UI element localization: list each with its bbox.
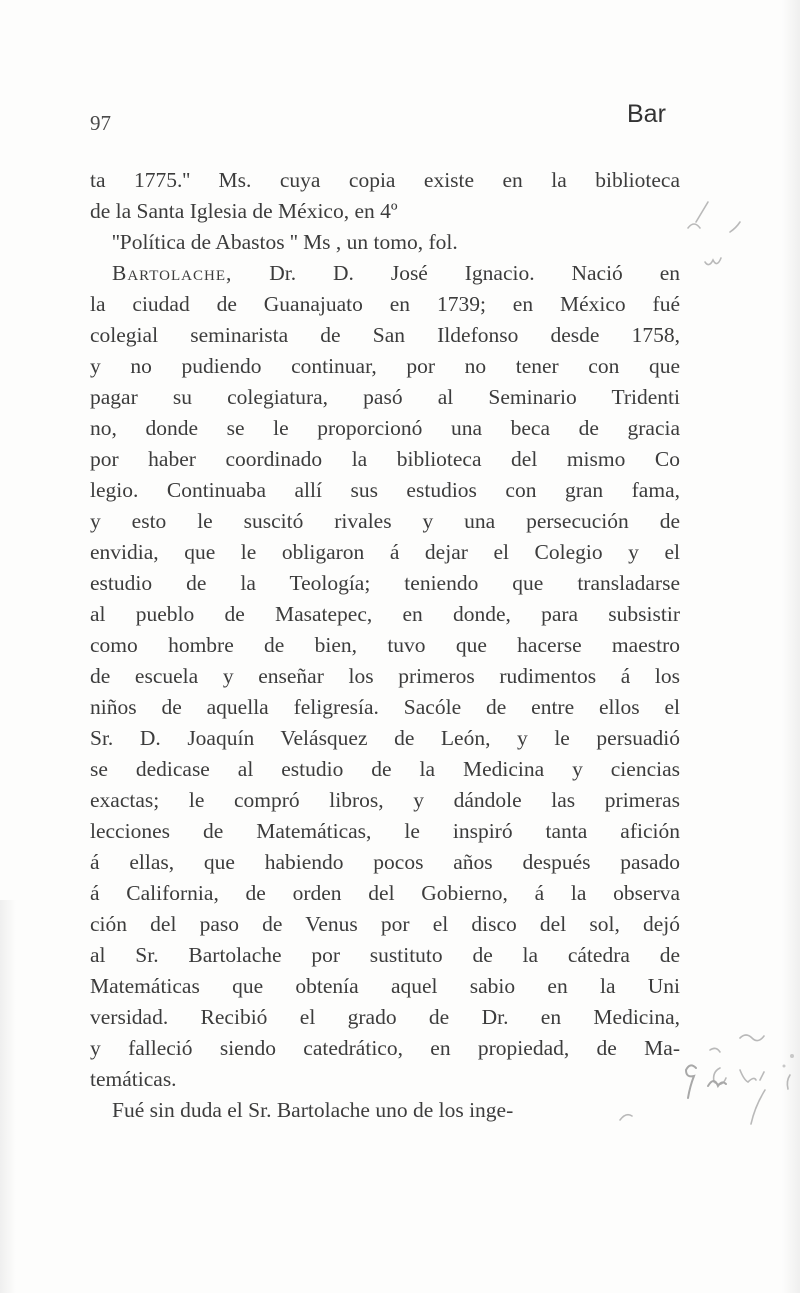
text-line: Sr. D. Joaquín Velásquez de León, y le persuadió (90, 726, 680, 750)
entry-heading-line (90, 258, 680, 289)
text-line: pagar su colegiatura, pasó al Seminario Tridenti (90, 385, 680, 409)
text-line: versidad. Recibió el grado de Dr. en Medicina, (90, 1005, 680, 1029)
text-line: por haber coordinado la biblioteca del mismo Co (90, 447, 680, 471)
text-line: ''Política de Abastos '' Ms , un tomo, fol. (112, 230, 458, 254)
page-edge-shadow (782, 0, 800, 1293)
pencil-tick-mark (710, 1048, 720, 1052)
text-line: estudio de la Teología; teniendo que transladarse (90, 571, 680, 595)
text-line: legio. Continuaba allí sus estudios con gran fama, (90, 478, 680, 502)
text-line: y no pudiendo continuar, por no tener con que (90, 354, 680, 378)
text-line: se dedicase al estudio de la Medicina y ciencias (90, 757, 680, 781)
entry-heading-rest: Dr. D. José Ignacio. Nació en (269, 261, 680, 285)
body-text (90, 165, 680, 1126)
text-line: Fué sin duda el Sr. Bartolache uno de los inge- (112, 1098, 514, 1122)
text-line: colegial seminarista de San Ildefonso desde 1758, (90, 323, 680, 347)
pencil-scribble (740, 1035, 764, 1041)
text-line: á California, de orden del Gobierno, á la observa (90, 881, 680, 905)
text-line: Matemáticas que obtenía aquel sabio en la Uni (90, 974, 680, 998)
text-line: ta 1775.'' Ms. cuya copia existe en la biblioteca (90, 168, 680, 192)
text-line: al Sr. Bartolache por sustituto de la cátedra de (90, 943, 680, 967)
text-line: como hombre de bien, tuvo que hacerse maestro (90, 633, 680, 657)
text-line: envidia, que le obligaron á dejar el Colegio y el (90, 540, 680, 564)
text-line: á ellas, que habiendo pocos años después pasado (90, 850, 680, 874)
pencil-tick-mark (688, 224, 700, 228)
text-line: y esto le suscitó rivales y una persecución de (90, 509, 680, 533)
text-line: exactas; le compró libros, y dándole las primeras (90, 788, 680, 812)
pencil-tick-mark (730, 222, 740, 232)
text-line: lecciones de Matemáticas, le inspiró tanta afición (90, 819, 680, 843)
pencil-annotation (686, 1065, 726, 1098)
text-line: temáticas. (90, 1067, 177, 1091)
pencil-tick-mark (760, 1072, 764, 1080)
pencil-slash-mark (696, 202, 708, 222)
binding-shadow (0, 900, 16, 1293)
text-line: de escuela y enseñar los primeros rudimentos á los (90, 664, 680, 688)
pencil-scribble (705, 258, 721, 265)
text-line: y falleció siendo catedrático, en propiedad, de Ma- (90, 1036, 680, 1060)
text-line: la ciudad de Guanajuato en 1739; en México fué (90, 292, 680, 316)
text-line: no, donde se le proporcionó una beca de gracia (90, 416, 680, 440)
entry-surname: Bartolache, (112, 261, 233, 285)
pencil-slash-mark (751, 1090, 765, 1124)
page-number: 97 (90, 111, 111, 135)
text-line: de la Santa Iglesia de México, en 4º (90, 199, 398, 223)
pencil-scribble (740, 1070, 756, 1082)
running-head: Bar (627, 100, 666, 128)
text-line: niños de aquella feligresía. Sacóle de entre ellos el (90, 695, 680, 719)
text-line: al pueblo de Masatepec, en donde, para subsistir (90, 602, 680, 626)
pencil-scribble (714, 1068, 726, 1084)
text-line: ción del paso de Venus por el disco del sol, dejó (90, 912, 680, 936)
